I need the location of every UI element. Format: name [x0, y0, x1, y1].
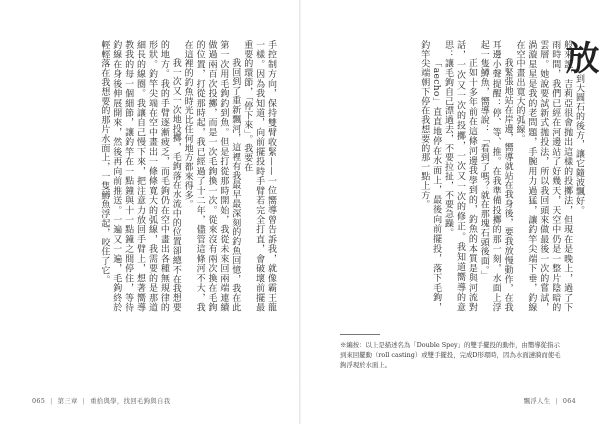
- chapter-label: 第三章: [57, 397, 78, 405]
- opening-paragraph: [559, 40, 599, 312]
- drop-cap: 放: [559, 40, 599, 74]
- right-page-footer: 飄浮人生 | 064: [523, 397, 576, 405]
- opening-text: 到大圓石的後方，讓它隨波飄好。: [574, 74, 584, 215]
- paragraph: 手控制方向，保持雙臂收緊——一位嚮導曾告訴我，就像霸王龍一樣。因為我知道，向前擺投時手臂若完全打直，會破壞前擺最重要的環節，「停下來」。我要在: [242, 40, 276, 312]
- right-page-text: [326, 40, 599, 312]
- footnote: ※編按：以上是描述名為「Double Spey」的雙手擺投的動作，由嚮導從指示到來回擺動（roll casting）或雙手擺投，完成D形環時，因為水面漣漪而使毛鉤浮現於水面上。: [340, 341, 561, 369]
- page-number-left: 065: [32, 397, 46, 405]
- book-title: 飄浮人生: [523, 397, 551, 405]
- footnote-divider: [340, 334, 380, 335]
- paragraph: 般來說，吉莉亞很會抛出這樣的投擲法，但現在是晚上，過了下雨時間，我們已經在河邊站了好幾天，天空中仍是一整片陰暗的雲層。她說要試新式拋投法，所以我回頭來做最後一次的嘗試，渦漩星星是我的老問題，手腕用力過猛，讓釣竿尖端下垂，釣線在空中畫出寬大的弧線。: [514, 40, 573, 312]
- paragraph: 我緊張地站在岸邊，嚮導就站在我身後，要我放慢動作，在我耳邊小聲提醒：停、等、推。在我準備投擲的那一刻，水面上浮起一隻鱒魚，嚮導說：「看到了嗎？就在那塊石頭後面。」: [478, 40, 513, 312]
- paragraph: 「aecho」直直地停在水面上，最後向前擺投，落下毛鉤，釣竿尖端朝下停在我想要的那一點上方。: [419, 40, 442, 312]
- page-number-right: 064: [562, 397, 576, 405]
- left-page-text: [32, 40, 276, 312]
- chapter-title: 重拾與學，找回毛鉤與自我: [90, 397, 171, 405]
- paragraph: 正如十多年前在這條河邊我學到的，釣魚的本質是與河流對話，一次又一次的投擲，一次又一次的修正。我知道嚮導的意思：讓毛鉤自己漂過去，不要拉扯，不要急躁。: [443, 40, 477, 312]
- paragraph: 我一次又一次地投擲，毛鉤落在水流中的位置卻總不在我想要的地方。我的手臂逐漸疲乏，而毛鉤仍在空中畫出各種無規律的形狀。釣竿尖端在空中畫出一條條寬大的弧線，我需要的是那道細長的線圈。我讓自己慢下來，把注意力放回手臂上，想著嚮導教我的每一個細節，讓釣竿在一點鐘與十一點鐘之間停住，等待釣線在身後伸展開來，然後再向前推送。一遍又一遍，毛鉤終於輕輕落在我想要的那片水面上，一隻鱒魚浮起，咬住了它。: [99, 40, 181, 312]
- left-page-footer: 065 | 第三章 | 重拾與學，找回毛鉤與自我: [32, 397, 171, 405]
- paragraph: 我回到了重新飄河，這裡有我最早最深刻的釣魚回憶，我在此第一次用毛鉤釣到魚。但是打從那時開始，我從未來回兩端連續做過兩百次投擲，而是一次毛鉤換一次。從來沒有兩次換在毛鉤的位置，打從那時起，我已經過了十二年，儘管這條河不大，我在這裡的釣魚時光比任何地方都來得多。: [182, 40, 241, 312]
- page-gutter: [299, 0, 301, 424]
